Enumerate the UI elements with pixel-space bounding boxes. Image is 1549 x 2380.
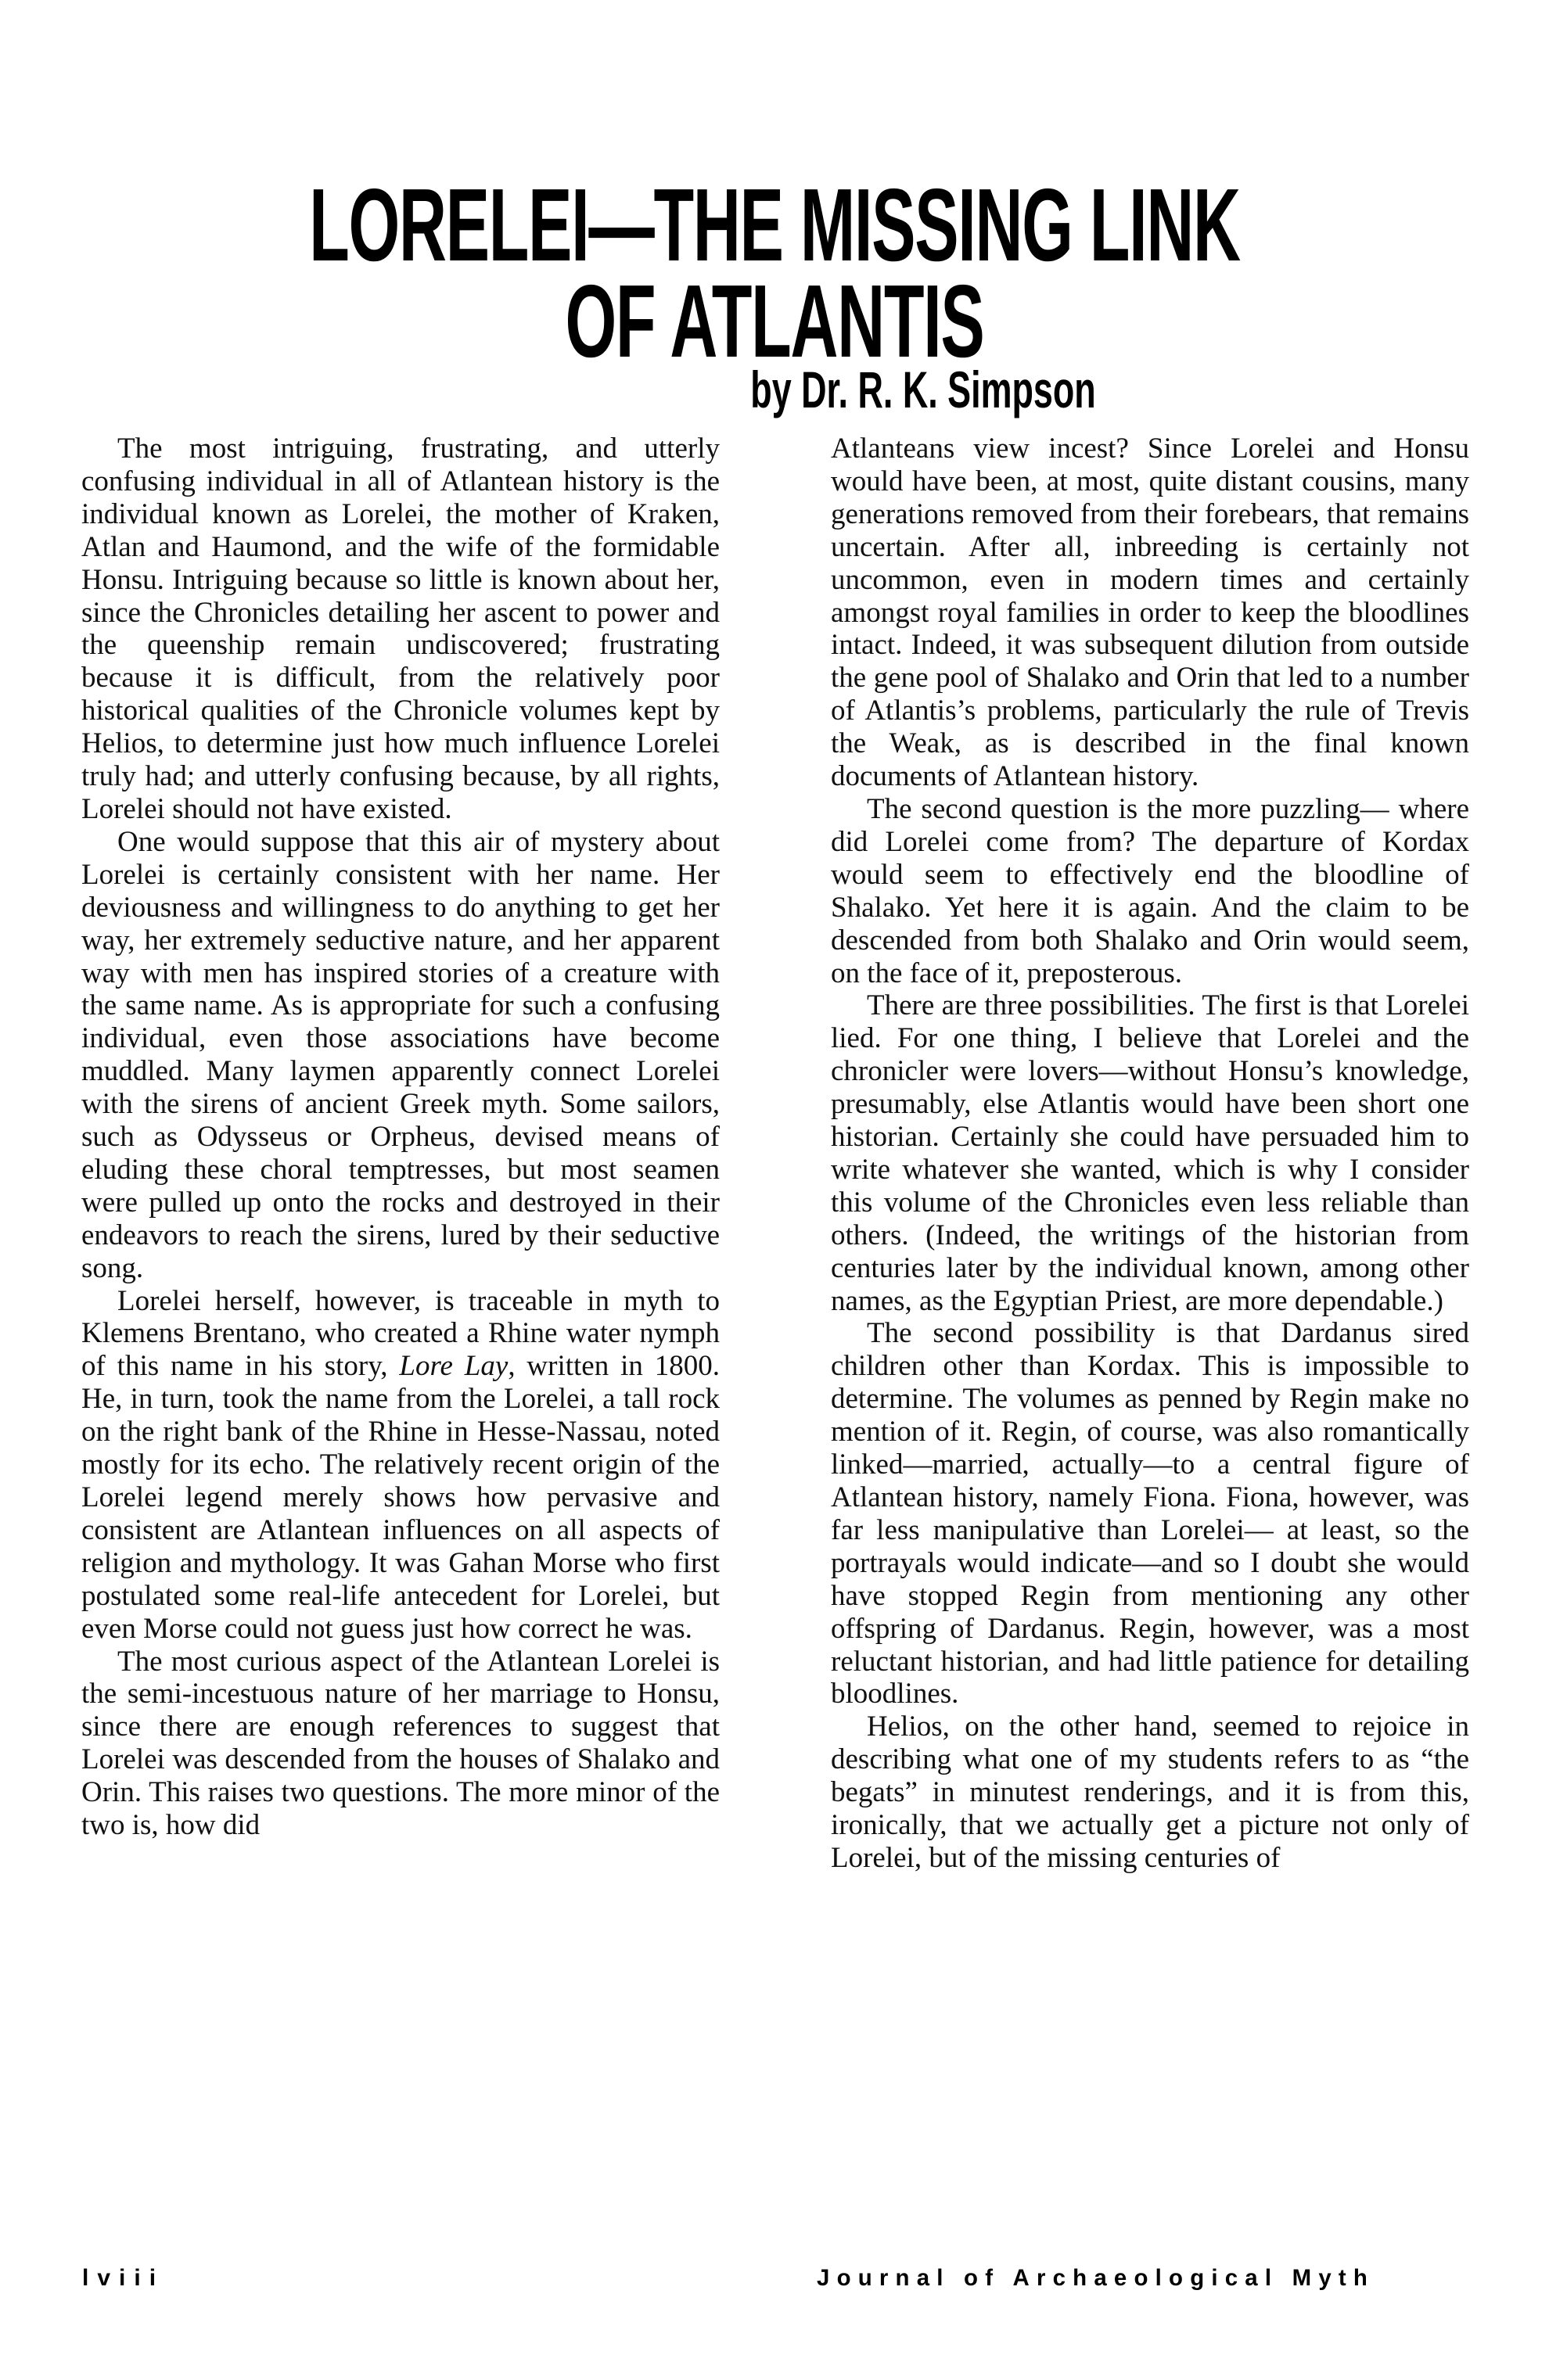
paragraph: The second question is the more puzzling— where did Lorelei come from? The departure of Kordax would seem to effectively end the bloodline of Shalako. Yet here it is again. And the claim to be descended from both Shalako and Orin would seem, on the face of it, preposterous. — [831, 792, 1469, 989]
left-column — [81, 433, 720, 1842]
article-title-line-2: OF ATLANTIS — [565, 264, 984, 379]
right-column — [831, 433, 1469, 1875]
story-title-italic: Lore Lay — [399, 1350, 509, 1383]
paragraph-continued: Atlanteans view incest? Since Lorelei and Honsu would have been, at most, quite distant cousins, many generations removed from their forebears, that remains uncertain. After all, inbreeding is certainly not uncommon, even in modern times and certainly amongst royal families in order to keep the bloodlines intact. Indeed, it was subsequent dilution from outside the gene pool of Shalako and Orin that led to a number of Atlantis’s problems, particularly the rule of Trevis the Weak, as is described in the final known documents of Atlantean history. — [831, 433, 1469, 793]
journal-name: Journal of Archaeological Myth — [817, 2265, 1375, 2291]
paragraph — [81, 1285, 720, 1646]
paragraph: The most curious aspect of the Atlantean Lorelei is the semi-incestuous nature of her marriage to Honsu, since there are enough references to suggest that Lorelei was descended from the houses of Shalako and Orin. This raises two questions. The more minor of the two is, how did — [81, 1645, 720, 1842]
paragraph-text: , written in 1800. He, in turn, took the name from the Lorelei, a tall rock on the right bank of the Rhine in Hesse-Nassau, noted mostly for its echo. The relatively recent origin of the Lorelei legend merely shows how pervasive and consistent are Atlantean influences on all aspects of religion and mythology. It was Gahan Morse who first postulated some real-life antecedent for Lorelei, but even Morse could not guess just how correct he was. — [81, 1350, 720, 1645]
paragraph — [81, 826, 720, 1285]
paragraph: There are three possibilities. The first is that Lorelei lied. For one thing, I believe that Lorelei and the chronicler were lovers—without Honsu’s knowledge, presumably, else Atlantis would have been short one historian. Certainly she could have persuaded him to write whatever she wanted, which is why I consider this volume of the Chronicles even less reliable than others. (Indeed, the writings of the historian from centuries later by the individual known, among other names, as the Egyptian Priest, are more dependable.) — [831, 989, 1469, 1317]
paragraph: The second possibility is that Dardanus sired children other than Kordax. This is impossible to determine. The volumes as penned by Regin make no mention of it. Regin, of course, was also romantically linked—married, actually—to a central figure of Atlantean history, namely Fiona. Fiona, however, was far less manipulative than Lorelei— at least, so the portrayals would indicate—and so I doubt she would have stopped Regin from mentioning any other offspring of Dardanus. Regin, however, was a most reluctant historian, and had little patience for detailing bloodlines. — [831, 1317, 1469, 1711]
article-byline: by Dr. R. K. Simpson — [750, 361, 1096, 418]
article-title-line-1: LORELEI—THE MISSING LINK — [309, 167, 1240, 282]
paragraph-text: One would suppose that this air of mystery about Lorelei is certainly consistent with her name. Her deviousness and willingness to do anything to get her way, her extremely seductive nature, and her apparent way with men has inspired stories of a creature with the same name. As is appropriate for such a confusing individual, even those associations have become muddled. Many laymen apparently connect Lorelei with the sirens of ancient Greek myth. Some sailors, such as Odysseus or Orpheus, devised means of eluding these choral temptresses, but most seamen were pulled up onto the rocks and destroyed in their endeavors to reach the sirens, lured by their seductive song. — [81, 825, 720, 1284]
paragraph: Helios, on the other hand, seemed to rejoice in describing what one of my students refers to as “the begats” in minutest renderings, and it is from this, ironically, that we actually get a picture not only of Lorelei, but of the missing centuries of — [831, 1711, 1469, 1874]
paragraph: The most intriguing, frustrating, and utterly confusing individual in all of Atlantean history is the individual known as Lorelei, the mother of Kraken, Atlan and Haumond, and the wife of the formidable Honsu. Intriguing because so little is known about her, since the Chronicles detailing her ascent to power and the queenship remain undiscovered; frustrating because it is difficult, from the relatively poor historical qualities of the Chronicle volumes kept by Helios, to determine just how much influence Lorelei truly had; and utterly confusing because, by all rights, Lorelei should not have existed. — [81, 433, 720, 825]
page-number: lviii — [82, 2265, 165, 2291]
paragraph-text: Lorelei herself, however, is traceable in myth to Klemens Brentano, who created a Rhine water nymph of this name in his story, — [81, 1284, 720, 1383]
